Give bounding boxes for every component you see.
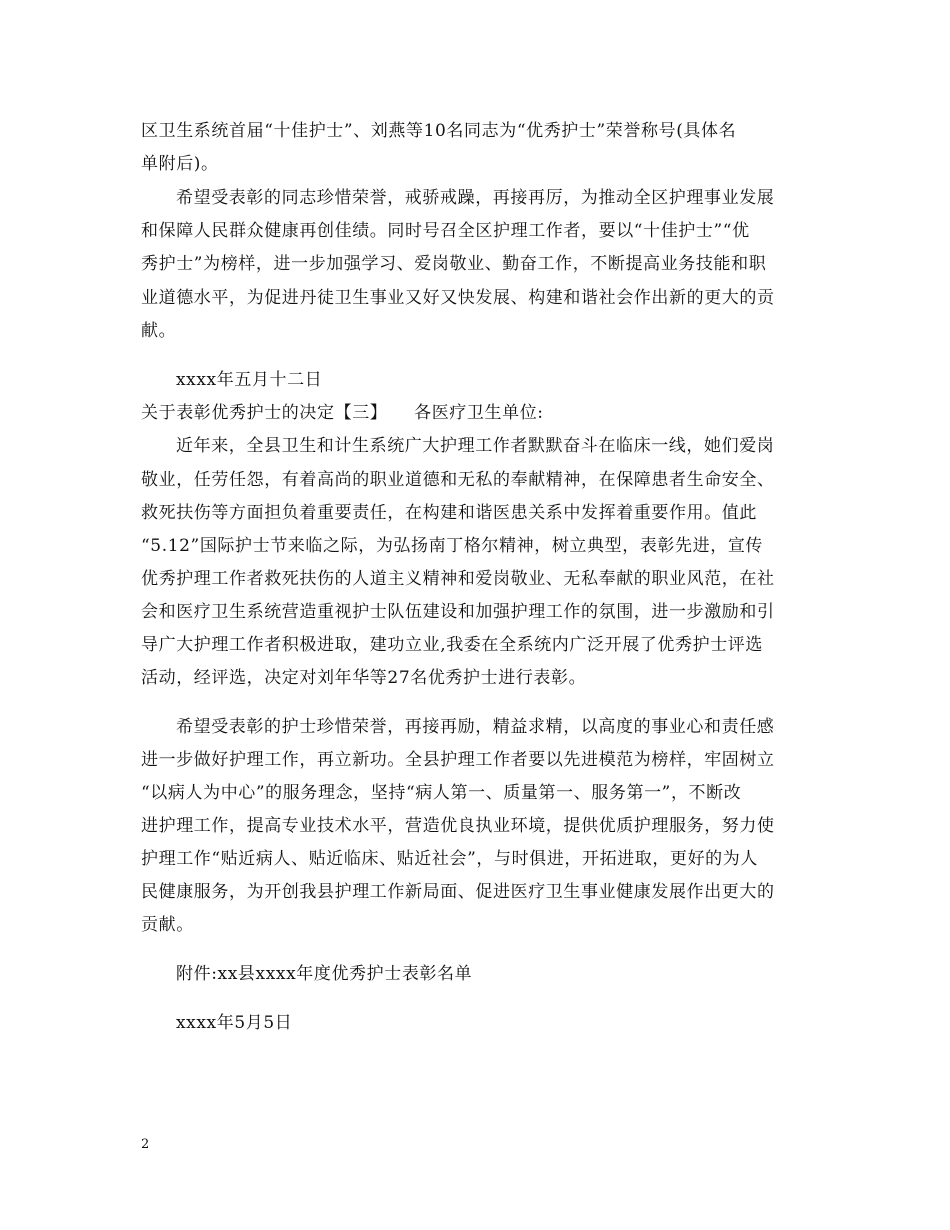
text-line: 导广大护理工作者积极进取，建功立业,我委在全系统内广泛开展了优秀护士评选 bbox=[141, 635, 764, 655]
text-line: 单附后)。 bbox=[141, 154, 219, 174]
text-line: 民健康服务，为开创我县护理工作新局面、促进医疗卫生事业健康发展作出更大的 bbox=[141, 882, 775, 902]
text-line: “以病人为中心”的服务理念，坚持“病人第一、质量第一、服务第一”，不断改 bbox=[141, 783, 742, 803]
paragraph-first-line: 希望受表彰的护士珍惜荣誉，再接再励，精益求精，以高度的事业心和责任感 bbox=[176, 717, 775, 737]
attachment-line: 附件:xx县xxxx年度优秀护士表彰名单 bbox=[176, 964, 473, 984]
text-line: 护理工作“贴近病人、贴近临床、贴近社会”，与时俱进，开拓进取，更好的为人 bbox=[141, 849, 758, 869]
text-line: 业道德水平，为促进丹徒卫生事业又好又快发展、构建和谐社会作出新的更大的贡 bbox=[141, 288, 775, 308]
text-line: 秀护士”为榜样，进一步加强学习、爱岗敬业、勤奋工作，不断提高业务技能和职 bbox=[141, 254, 767, 274]
text-line: 献。 bbox=[141, 321, 177, 341]
paragraph-first-line: 希望受表彰的同志珍惜荣誉，戒骄戒躁，再接再厉，为推动全区护理事业发展 bbox=[176, 188, 775, 208]
date-line: xxxx年5月5日 bbox=[176, 1013, 293, 1033]
text-line: 会和医疗卫生系统营造重视护士队伍建设和加强护理工作的氛围，进一步激励和引 bbox=[141, 602, 775, 622]
text-line: 活动，经评选，决定对刘年华等27名优秀护士进行表彰。 bbox=[141, 668, 587, 688]
page-number: 2 bbox=[141, 1137, 150, 1152]
text-line: 进一步做好护理工作，再立新功。全县护理工作者要以先进模范为榜样，牢固树立 bbox=[141, 750, 775, 770]
text-line: 敬业，任劳任怨，有着高尚的职业道德和无私的奉献精神，在保障患者生命安全、 bbox=[141, 470, 775, 490]
text-line: 救死扶伤等方面担负着重要责任，在构建和谐医患关系中发挥着重要作用。值此 bbox=[141, 503, 757, 523]
text-line: 区卫生系统首届“十佳护士”、刘燕等10名同志为“优秀护士”荣誉称号(具体名 bbox=[141, 121, 737, 141]
section-heading: 关于表彰优秀护士的决定【三】 各医疗卫生单位: bbox=[141, 403, 544, 423]
text-line: 和保障人民群众健康再创佳绩。同时号召全区护理工作者，要以“十佳护士”“优 bbox=[141, 221, 750, 241]
text-line: 进护理工作，提高专业技术水平，营造优良执业环境，提供优质护理服务，努力使 bbox=[141, 816, 775, 836]
text-line: “5.12”国际护士节来临之际，为弘扬南丁格尔精神，树立典型，表彰先进，宣传 bbox=[141, 536, 764, 556]
paragraph-first-line: 近年来，全县卫生和计生系统广大护理工作者默默奋斗在临床一线，她们爱岗 bbox=[176, 436, 775, 456]
date-line: xxxx年五月十二日 bbox=[176, 370, 323, 390]
text-line: 贡献。 bbox=[141, 915, 194, 935]
text-line: 优秀护理工作者救死扶伤的人道主义精神和爱岗敬业、无私奉献的职业风范，在社 bbox=[141, 569, 775, 589]
